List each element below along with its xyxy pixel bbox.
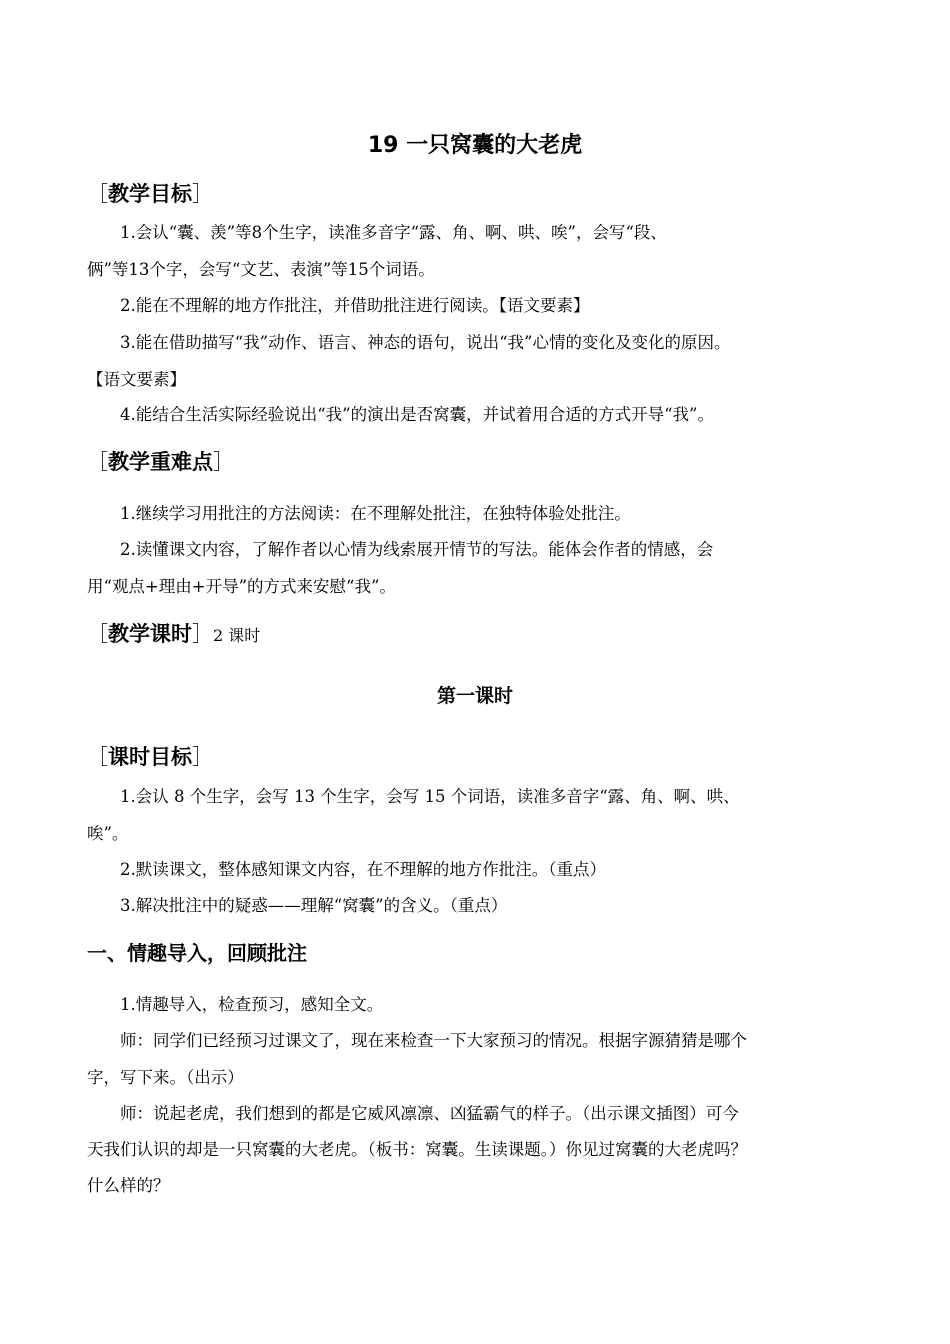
- key-points-line: 用“观点+理由+开导”的方式来安慰“我”。: [87, 577, 396, 596]
- goals-line: 3.解决批注中的疑惑——理解“窝囊”的含义。（重点）: [120, 896, 508, 915]
- key-points-heading-text: 教学重难点: [108, 450, 213, 474]
- section-line: 字，写下来。（出示）: [87, 1068, 244, 1087]
- lesson-title: 19 一只窝囊的大老虎: [367, 133, 583, 158]
- goals-line: 1.会认 8 个生字，会写 13 个生字，会写 15 个词语，读准多音字“露、角、啊、哄、: [120, 787, 740, 806]
- periods-heading: ［教学课时］2 课时: [87, 622, 261, 646]
- objectives-line: 【语文要素】: [87, 370, 186, 389]
- section-line: 1.情趣导入，检查预习，感知全文。: [120, 995, 384, 1014]
- objectives-line: 俩”等13个字，会写“文艺、表演”等15个词语。: [87, 260, 435, 279]
- objectives-line: 4.能结合生活实际经验说出“我”的演出是否窝囊，并试着用合适的方式开导“我”。: [120, 405, 714, 424]
- periods-value: 2 课时: [213, 626, 261, 645]
- section-line: 什么样的？: [87, 1176, 170, 1195]
- key-points-line: 2.读懂课文内容，了解作者以心情为线索展开情节的写法。能体会作者的情感，会: [120, 540, 714, 559]
- goals-line: 唉”。: [87, 824, 129, 843]
- objectives-heading: ［教学目标］: [87, 182, 213, 206]
- periods-heading-text: 教学课时: [108, 622, 192, 646]
- goals-line: 2.默读课文，整体感知课文内容，在不理解的地方作批注。（重点）: [120, 860, 606, 879]
- section-line: 天我们认识的却是一只窝囊的大老虎。（板书：窝囊。生读课题。）你见过窝囊的大老虎吗？: [87, 1140, 747, 1159]
- section-line: 师：说起老虎，我们想到的都是它威风凛凛、凶猛霸气的样子。（出示课文插图）可今: [120, 1104, 739, 1123]
- objectives-line: 3.能在借助描写“我”动作、语言、神态的语句，说出“我”心情的变化及变化的原因。: [120, 333, 731, 352]
- key-points-heading: ［教学重难点］: [87, 450, 234, 474]
- section-line: 师：同学们已经预习过课文了，现在来检查一下大家预习的情况。根据字源猜猜是哪个: [120, 1031, 747, 1050]
- section-heading: 一、情趣导入，回顾批注: [87, 941, 307, 965]
- key-points-line: 1.继续学习用批注的方法阅读：在不理解处批注，在独特体验处批注。: [120, 504, 631, 523]
- objectives-heading-text: 教学目标: [108, 182, 192, 206]
- goals-heading: ［课时目标］: [87, 745, 213, 769]
- objectives-line: 2.能在不理解的地方作批注，并借助批注进行阅读。【语文要素】: [120, 296, 590, 315]
- goals-heading-text: 课时目标: [108, 745, 192, 769]
- lesson-one-title: 第一课时: [436, 685, 513, 707]
- objectives-line: 1.会认“囊、羡”等8个生字，读准多音字“露、角、啊、哄、唉”，会写“段、: [120, 223, 667, 242]
